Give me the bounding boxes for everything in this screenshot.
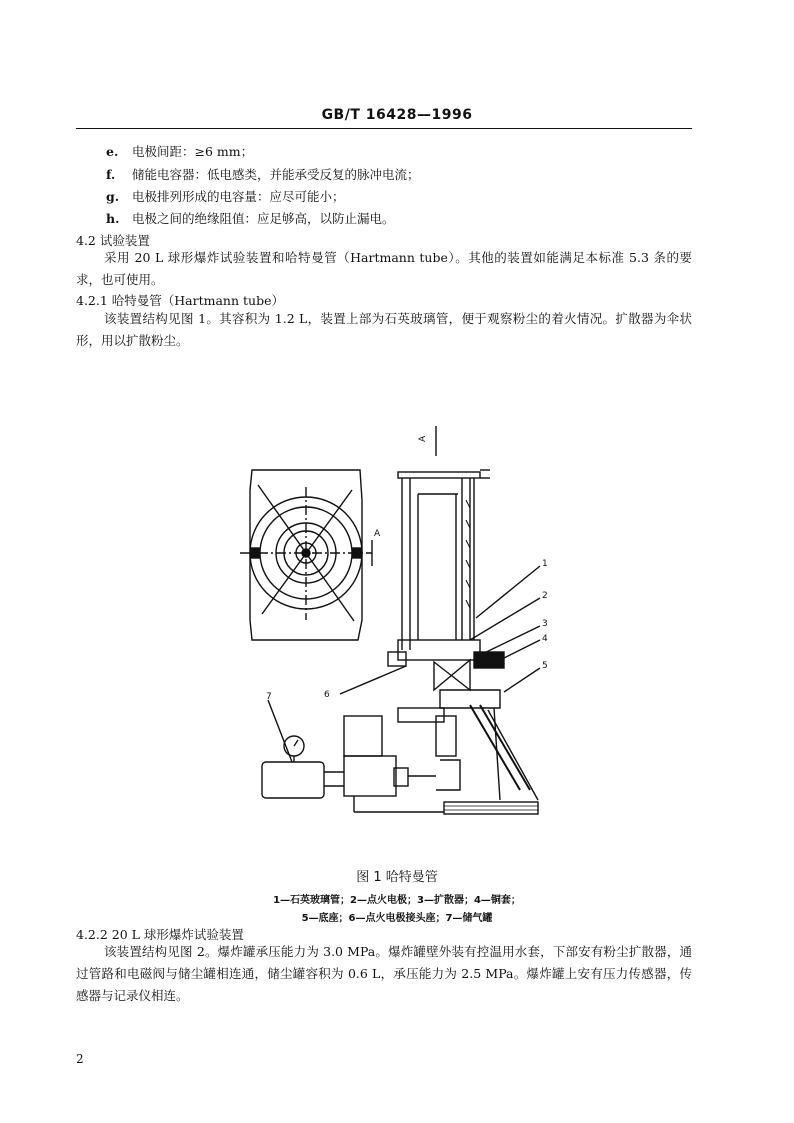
list-item-f <box>106 167 420 183</box>
page-number: 2 <box>76 1052 84 1066</box>
label-3: 3 <box>542 619 548 629</box>
label-2: 2 <box>542 591 548 601</box>
section-heading-4-2: 4.2 试验装置 <box>76 233 150 248</box>
hartmann-tube-figure <box>236 418 548 822</box>
list-key: h. <box>106 211 120 226</box>
section-heading-4-2-1: 4.2.1 哈特曼管（Hartmann tube） <box>76 293 284 308</box>
section-body-4-2: 采用 20 L 球形爆炸试验装置和哈特曼管（Hartmann tube）。其他的装置如能满足本标准 5.3 条的要求，也可使用。 <box>76 250 692 287</box>
list-item-e <box>106 144 253 160</box>
list-key: g. <box>106 189 120 204</box>
label-6: 6 <box>324 690 330 700</box>
list-key: e. <box>106 144 119 159</box>
list-item-h <box>106 211 395 227</box>
section-heading-4-2-2: 4.2.2 20 L 球形爆炸试验装置 <box>76 927 244 942</box>
figure-legend-line-1: 1—石英玻璃管；2—点火电极；3—扩散器；4—铜套； <box>273 895 521 906</box>
standard-header: GB/T 16428—1996 <box>321 107 473 123</box>
label-4: 4 <box>542 634 548 644</box>
figure-legend-line-2: 5—底座；6—点火电极接头座；7—储气罐 <box>301 913 493 924</box>
list-text: 电极之间的绝缘阻值：应足够高，以防止漏电。 <box>132 211 395 226</box>
list-text: 电极间距：≥6 mm； <box>132 144 254 159</box>
figure-caption: 图 1 哈特曼管 <box>356 870 438 885</box>
list-key: f. <box>106 167 116 182</box>
label-5: 5 <box>542 661 548 671</box>
list-text: 电极排列形成的电容量：应尽可能小； <box>132 189 345 204</box>
header-rule <box>76 128 692 129</box>
label-7: 7 <box>266 692 272 702</box>
list-text: 储能电容器：低电感类，并能承受反复的脉冲电流； <box>132 167 420 182</box>
section-body-4-2-1: 该装置结构见图 1。其容积为 1.2 L，装置上部为石英玻璃管，便于观察粉尘的着火情况。扩散器为伞状形，用以扩散粉尘。 <box>76 311 692 348</box>
section-body-4-2-2: 该装置结构见图 2。爆炸罐承压能力为 3.0 MPa。爆炸罐壁外装有控温用水套，下部安有粉尘扩散器，通过管路和电磁阀与储尘罐相连通，储尘罐容积为 0.6 L，承压能力为 2.5 MPa。爆炸罐上安有压力传感器，传感器与记录仪相连。 <box>76 944 692 1003</box>
list-item-g <box>106 189 345 205</box>
section-mark-a-top: A <box>418 435 428 442</box>
section-mark-a: A <box>374 529 381 539</box>
label-1: 1 <box>542 559 548 569</box>
